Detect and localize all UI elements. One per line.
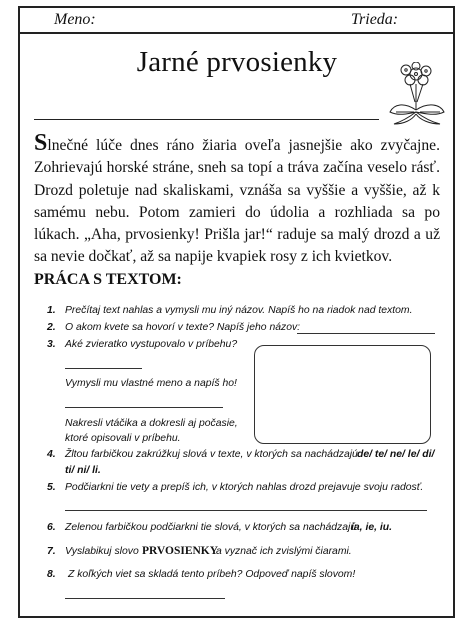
task-3-sub2: Nakresli vtáčika a dokresli aj počasie, xyxy=(65,418,238,429)
task-2-text: O akom kvete sa hovorí v texte? Napíš jeho názov: xyxy=(65,322,301,333)
task-4-syllables-2: ti/ ni/ li. xyxy=(65,465,101,476)
task-8-text: Z koľkých viet sa skladá tento príbeh? Odpoveď napíš slovom! xyxy=(68,569,356,580)
task-5-number: 5. xyxy=(47,482,56,493)
name-label: Meno: xyxy=(54,11,96,28)
task-7-text-a: Vyslabikuj slovo xyxy=(65,546,139,557)
task-5-text: Podčiarkni tie vety a prepíš ich, v ktorých nahlas drozd prejavuje svoju radosť. xyxy=(65,482,424,493)
task-3-sub1: Vymysli mu vlastné meno a napíš ho! xyxy=(65,378,237,389)
page-title: Jarné prvosienky xyxy=(136,46,338,78)
task-6-syllables: ia, ie, iu. xyxy=(351,522,392,533)
task-6-text: Zelenou farbičkou podčiarkni tie slová, v ktorých sa nachádzajú xyxy=(65,522,357,533)
task-3-text: Aké zvieratko vystupovalo v príbehu? xyxy=(65,339,238,350)
task-4-syllables: de/ te/ ne/ le/ di/ xyxy=(357,449,435,460)
primrose-flower-icon xyxy=(386,62,448,126)
task-4-text: Žltou farbičkou zakrúžkuj slová v texte, v ktorých sa nachádzajú xyxy=(65,449,358,460)
task-3-sub3: ktoré opisovali v príbehu. xyxy=(65,433,181,444)
task-8-number: 8. xyxy=(47,569,56,580)
task-2-answer-line xyxy=(297,333,435,334)
task-1-text: Prečítaj text nahlas a vymysli mu iný názov. Napíš ho na riadok nad textom. xyxy=(65,305,413,316)
header-bar xyxy=(18,6,455,34)
story-text xyxy=(34,130,440,269)
drop-cap: S xyxy=(34,130,48,156)
task-7-text-b: a vyznač ich zvislými čiarami. xyxy=(216,546,352,557)
task-8-answer-line xyxy=(65,598,225,599)
drawing-box xyxy=(254,345,431,444)
task-7-number: 7. xyxy=(47,546,56,557)
story-body: lnečné lúče dnes ráno žiaria oveľa jasnejšie ako zvyčajne. Zohrievajú horské stráne, sneh sa topí a tráva začína veselo rásť. Drozd poletuje nad skaliskami, vznáša sa vyššie a vyššie, až k samému nebu. Potom zamieri do údolia a rozhliada sa po lúkach. „Aha, prvosienky! Prišla jar!“ raduje sa malý drozd a už sa nevie dočkať, až sa napije kvapiek rosy z ich kvietkov. xyxy=(34,137,440,266)
task-2-number: 2. xyxy=(47,322,56,333)
task-5-answer-line xyxy=(65,510,427,511)
class-label: Trieda: xyxy=(351,11,399,28)
task-3-name-line xyxy=(65,407,223,408)
task-3-answer-line xyxy=(65,368,142,369)
task-6-number: 6. xyxy=(47,522,56,533)
section-title: PRÁCA S TEXTOM: xyxy=(34,271,182,288)
task-7-word: PRVOSIENKY xyxy=(142,545,219,557)
title-answer-line xyxy=(34,119,379,120)
task-4-number: 4. xyxy=(47,449,56,460)
task-1-number: 1. xyxy=(47,305,56,316)
task-3-number: 3. xyxy=(47,339,56,350)
